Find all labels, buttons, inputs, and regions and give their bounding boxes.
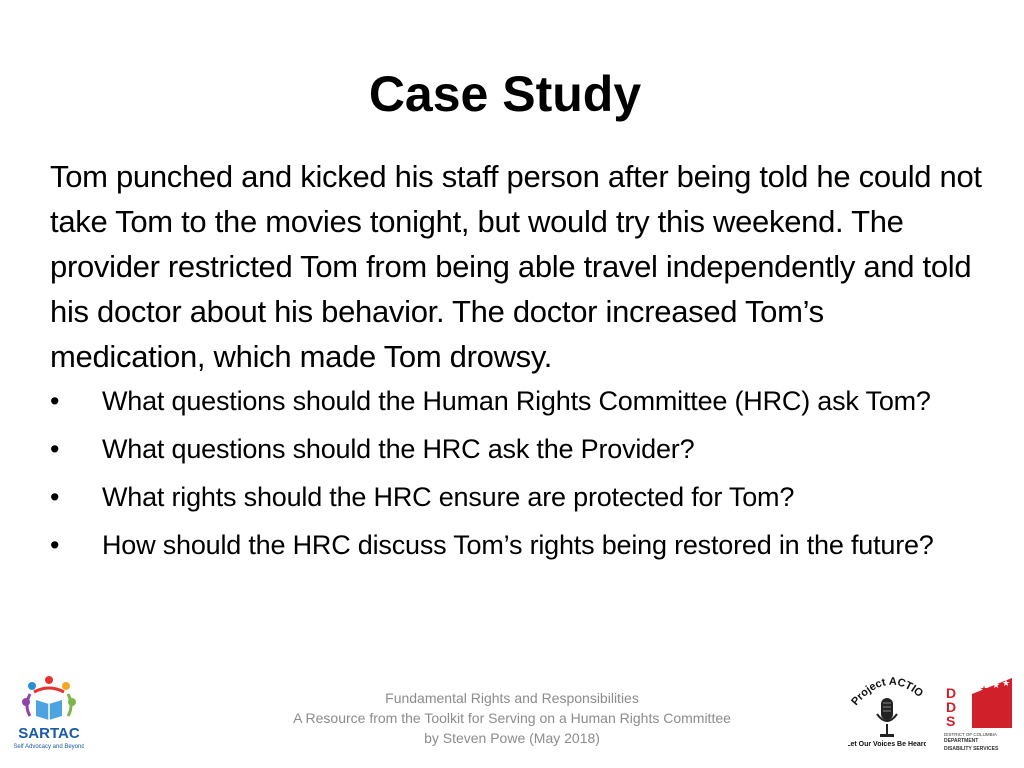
svg-text:DEPARTMENT: DEPARTMENT <box>944 738 979 744</box>
svg-text:★: ★ <box>980 684 989 694</box>
svg-text:SARTAC: SARTAC <box>18 725 80 742</box>
footer <box>250 688 774 748</box>
svg-text:★: ★ <box>992 680 1001 690</box>
dds-logo <box>942 674 1012 754</box>
bullet-marker: • <box>50 386 60 416</box>
bullet-marker: • <box>50 530 60 560</box>
question-text: What questions should the Human Rights Committee (HRC) ask Tom? <box>102 386 931 416</box>
question-text: What rights should the HRC ensure are protected for Tom? <box>102 482 795 512</box>
bullet-marker: • <box>50 434 60 464</box>
svg-text:Self Advocacy and Beyond: Self Advocacy and Beyond <box>14 744 84 750</box>
case-description: Tom punched and kicked his staff person after being told he could not take Tom to the movies tonight, but would try this weekend. The provider restricted Tom from being able travel independently and told his doctor about his behavior. The doctor increased Tom’s medication, which made Tom drowsy. <box>50 159 982 374</box>
sartac-logo-icon <box>14 670 84 754</box>
svg-text:D: D <box>946 699 957 715</box>
svg-text:D: D <box>946 685 957 701</box>
svg-text:DISABILITY SERVICES: DISABILITY SERVICES <box>944 746 999 752</box>
dc-stars-icon <box>942 674 1012 754</box>
slide-title: Case Study <box>368 66 642 122</box>
question-text: What questions should the HRC ask the Provider? <box>102 434 695 464</box>
svg-text:DISTRICT OF COLUMBIA: DISTRICT OF COLUMBIA <box>944 732 997 737</box>
bullet-marker: • <box>50 482 60 512</box>
footer-line-3: by Steven Powe (May 2018) <box>424 730 600 746</box>
list-item <box>50 381 985 421</box>
svg-text:Project ACTION!: Project ACTIO <box>849 675 926 708</box>
microphone-icon <box>848 668 926 754</box>
sartac-logo <box>14 670 84 754</box>
question-text: How should the HRC discuss Tom’s rights being restored in the future? <box>102 530 934 560</box>
list-item <box>50 429 985 469</box>
list-item <box>50 477 985 517</box>
svg-text:S: S <box>946 713 956 729</box>
svg-text:Let Our Voices Be Heard: Let Our Voices Be Heard <box>848 741 926 748</box>
project-action-logo <box>848 668 926 754</box>
list-item <box>50 525 985 565</box>
footer-line-1: Fundamental Rights and Responsibilities <box>385 690 639 706</box>
question-list <box>50 381 985 573</box>
svg-text:★: ★ <box>1002 678 1011 688</box>
footer-line-2: A Resource from the Toolkit for Serving on a Human Rights Committee <box>293 710 731 726</box>
